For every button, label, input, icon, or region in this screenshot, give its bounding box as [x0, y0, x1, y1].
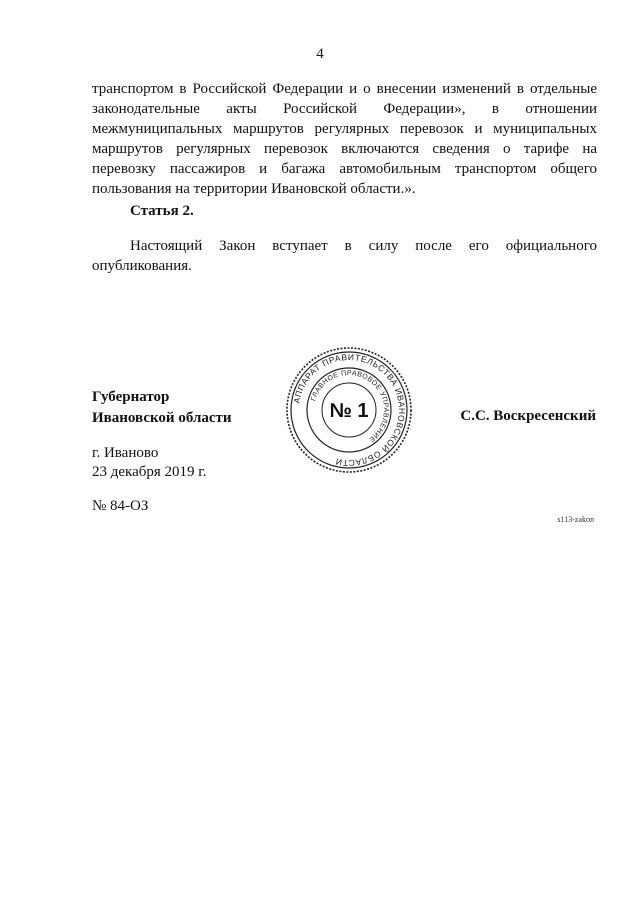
- official-stamp: [284, 345, 414, 475]
- issue-city: г. Иваново: [92, 445, 159, 461]
- signatory-title-line-1: Губернатор: [92, 389, 170, 405]
- body-paragraph-1: транспортом в Российской Федерации и о внесении изменений в отдельные законодательные акты Российской Федерации», в отношении межмуниципальных маршрутов регулярных перевозок и муниципальных маршрутов регулярных перевозок включаются сведения о тарифе на перевозку пассажиров и багажа автомобильным транспортом общего пользования на территории Ивановской области.».: [92, 81, 597, 197]
- stamp-inner-text: ГЛАВНОЕ ПРАВОВОЕ УПРАВЛЕНИЕ: [310, 369, 390, 444]
- stamp-seal-graphic: [284, 345, 414, 475]
- page-number: 4: [316, 46, 324, 62]
- article-heading: Статья 2.: [130, 203, 194, 219]
- body-paragraph-2: Настоящий Закон вступает в силу после его официального опубликования.: [92, 238, 597, 274]
- signer-name: С.С. Воскресенский: [460, 408, 596, 424]
- issue-date: 23 декабря 2019 г.: [92, 464, 207, 480]
- stamp-outer-text: АППАРАТ ПРАВИТЕЛЬСТВА ИВАНОВСКОЙ ОБЛАСТИ: [291, 351, 408, 469]
- stamp-number: № 1: [329, 400, 369, 422]
- signatory-title-line-2: Ивановской области: [92, 410, 232, 426]
- file-code: s113-zakon: [557, 515, 594, 524]
- law-number: № 84-ОЗ: [92, 498, 149, 514]
